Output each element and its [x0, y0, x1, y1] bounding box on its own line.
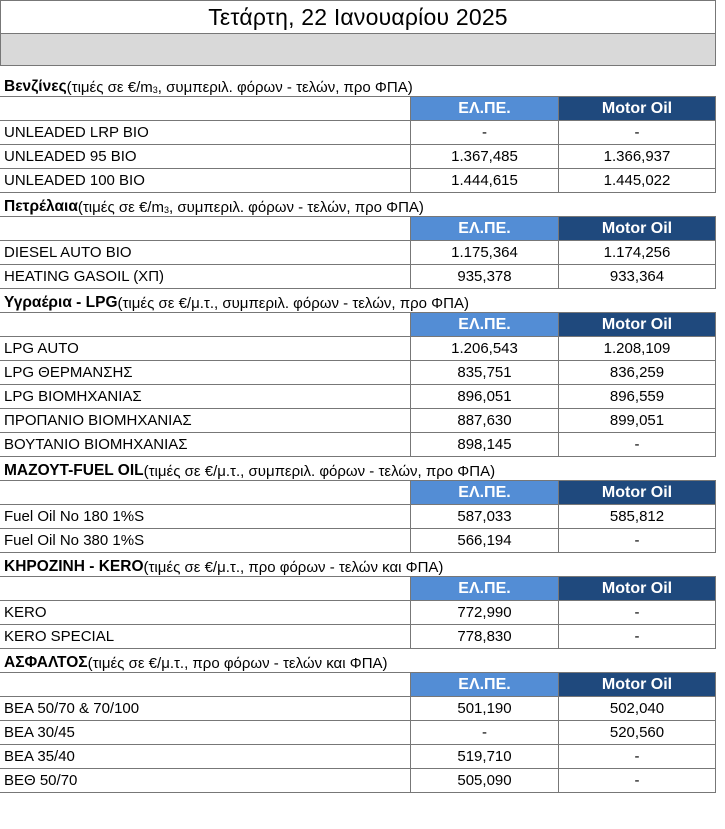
column-header-motor-oil: Motor Oil: [558, 481, 716, 504]
price-elpe: 772,990: [410, 601, 558, 624]
section-note-sup: 3: [152, 85, 158, 95]
column-header-row: [0, 481, 716, 505]
gray-spacer-row: [0, 34, 716, 66]
column-header-row: [0, 97, 716, 121]
section-header: [0, 649, 716, 673]
section-note: (τιμές σε €/μ.τ., προ φόρων - τελών και ΦΠΑ): [87, 655, 388, 672]
table-row: [0, 697, 716, 721]
column-header-elpe: ΕΛ.ΠΕ.: [410, 313, 558, 336]
table-row: [0, 721, 716, 745]
column-header-motor-oil: Motor Oil: [558, 673, 716, 696]
column-header-row: [0, 217, 716, 241]
column-header-row: [0, 577, 716, 601]
table-row: [0, 433, 716, 457]
section-note: (τιμές σε €/μ.τ., προ φόρων - τελών και ΦΠΑ): [143, 559, 444, 576]
price-motor-oil: 1.366,937: [558, 145, 716, 168]
price-elpe: 1.175,364: [410, 241, 558, 264]
price-motor-oil: 585,812: [558, 505, 716, 528]
table-row: [0, 601, 716, 625]
price-motor-oil: 1.208,109: [558, 337, 716, 360]
table-row: [0, 409, 716, 433]
price-elpe: -: [410, 121, 558, 144]
price-motor-oil: -: [558, 625, 716, 648]
column-header-motor-oil: Motor Oil: [558, 577, 716, 600]
column-header-blank: [0, 97, 410, 120]
column-header-blank: [0, 577, 410, 600]
price-elpe: 501,190: [410, 697, 558, 720]
price-elpe: 505,090: [410, 769, 558, 792]
column-header-elpe: ΕΛ.ΠΕ.: [410, 577, 558, 600]
section-note: (τιμές σε €/μ.τ., συμπεριλ. φόρων - τελών, προ ΦΠΑ): [143, 463, 496, 480]
product-label: HEATING GASOIL (ΧΠ): [4, 268, 165, 285]
price-motor-oil: 1.445,022: [558, 169, 716, 192]
price-elpe: 896,051: [410, 385, 558, 408]
column-header-motor-oil: Motor Oil: [558, 97, 716, 120]
table-row: [0, 529, 716, 553]
column-header-row: [0, 673, 716, 697]
price-motor-oil: 502,040: [558, 697, 716, 720]
product-label: UNLEADED 95 BIO: [4, 148, 137, 165]
product-label: UNLEADED LRP BIO: [4, 124, 149, 141]
section-name: Πετρέλαια: [4, 198, 78, 215]
section-note-sup: 3: [163, 205, 169, 215]
column-header-elpe: ΕΛ.ΠΕ.: [410, 97, 558, 120]
section-note-end: , συμπεριλ. φόρων - τελών, προ ΦΠΑ): [157, 79, 413, 96]
price-motor-oil: 1.174,256: [558, 241, 716, 264]
price-elpe: 935,378: [410, 265, 558, 288]
column-header-motor-oil: Motor Oil: [558, 313, 716, 336]
table-row: [0, 145, 716, 169]
section-note: (τιμές σε €/μ.τ., συμπεριλ. φόρων - τελών, προ ΦΠΑ): [117, 295, 469, 312]
section-header: [0, 457, 716, 481]
section-name: Υγραέρια - LPG: [4, 294, 118, 311]
section-header: [0, 553, 716, 577]
product-label: Fuel Oil No 380 1%S: [4, 532, 145, 549]
page-title: [0, 0, 716, 34]
price-motor-oil: -: [558, 529, 716, 552]
column-header-elpe: ΕΛ.ΠΕ.: [410, 673, 558, 696]
table-row: [0, 265, 716, 289]
product-label: ΒΕΘ 50/70: [4, 772, 78, 789]
price-elpe: 1.367,485: [410, 145, 558, 168]
table-row: [0, 337, 716, 361]
price-elpe: 566,194: [410, 529, 558, 552]
product-label: LPG ΘΕΡΜΑΝΣΗΣ: [4, 364, 133, 381]
price-elpe: -: [410, 721, 558, 744]
column-header-blank: [0, 481, 410, 504]
section-header: [0, 193, 716, 217]
table-row: [0, 745, 716, 769]
column-header-blank: [0, 313, 410, 336]
price-elpe: 887,630: [410, 409, 558, 432]
product-label: ΒΟΥΤΑΝΙΟ ΒΙΟΜΗΧΑΝΙΑΣ: [4, 436, 188, 453]
price-motor-oil: -: [558, 121, 716, 144]
table-row: [0, 625, 716, 649]
price-elpe: 778,830: [410, 625, 558, 648]
table-row: [0, 361, 716, 385]
price-motor-oil: 836,259: [558, 361, 716, 384]
price-motor-oil: 933,364: [558, 265, 716, 288]
product-label: ΒΕΑ 35/40: [4, 748, 75, 765]
price-motor-oil: 899,051: [558, 409, 716, 432]
price-motor-oil: 520,560: [558, 721, 716, 744]
product-label: KERO SPECIAL: [4, 628, 115, 645]
price-motor-oil: -: [558, 769, 716, 792]
section-name: ΚΗΡΟΖΙΝΗ - KERO: [4, 558, 144, 575]
product-label: DIESEL AUTO BIO: [4, 244, 132, 261]
price-elpe: 519,710: [410, 745, 558, 768]
table-row: [0, 241, 716, 265]
section-name: ΑΣΦΑΛΤΟΣ: [4, 654, 88, 671]
table-row: [0, 169, 716, 193]
section-header: [0, 289, 716, 313]
product-label: ΠΡΟΠΑΝΙΟ ΒΙΟΜΗΧΑΝΙΑΣ: [4, 412, 192, 429]
column-header-motor-oil: Motor Oil: [558, 217, 716, 240]
section-note: (τιμές σε €/m: [77, 199, 164, 216]
price-elpe: 835,751: [410, 361, 558, 384]
price-elpe: 1.444,615: [410, 169, 558, 192]
product-label: LPG AUTO: [4, 340, 79, 357]
column-header-blank: [0, 217, 410, 240]
price-motor-oil: -: [558, 601, 716, 624]
section-header: [0, 73, 716, 97]
price-elpe: 1.206,543: [410, 337, 558, 360]
table-row: [0, 121, 716, 145]
product-label: UNLEADED 100 BIO: [4, 172, 145, 189]
column-header-elpe: ΕΛ.ΠΕ.: [410, 217, 558, 240]
product-label: ΒΕΑ 50/70 & 70/100: [4, 700, 140, 717]
column-header-row: [0, 313, 716, 337]
section-name: ΜΑΖΟΥΤ-FUEL OIL: [4, 462, 144, 479]
section-name: Βενζίνες: [4, 78, 67, 95]
page-title-text: Τετάρτη, 22 Ιανουαρίου 2025: [208, 3, 508, 30]
section-note: (τιμές σε €/m: [66, 79, 153, 96]
product-label: Fuel Oil No 180 1%S: [4, 508, 145, 525]
product-label: LPG ΒΙΟΜΗΧΑΝΙΑΣ: [4, 388, 142, 405]
price-elpe: 587,033: [410, 505, 558, 528]
column-header-blank: [0, 673, 410, 696]
product-label: KERO: [4, 604, 47, 621]
price-motor-oil: 896,559: [558, 385, 716, 408]
table-row: [0, 385, 716, 409]
section-note-end: , συμπεριλ. φόρων - τελών, προ ΦΠΑ): [168, 199, 424, 216]
product-label: ΒΕΑ 30/45: [4, 724, 75, 741]
table-row: [0, 769, 716, 793]
column-header-elpe: ΕΛ.ΠΕ.: [410, 481, 558, 504]
table-row: [0, 505, 716, 529]
price-elpe: 898,145: [410, 433, 558, 456]
price-motor-oil: -: [558, 433, 716, 456]
price-motor-oil: -: [558, 745, 716, 768]
